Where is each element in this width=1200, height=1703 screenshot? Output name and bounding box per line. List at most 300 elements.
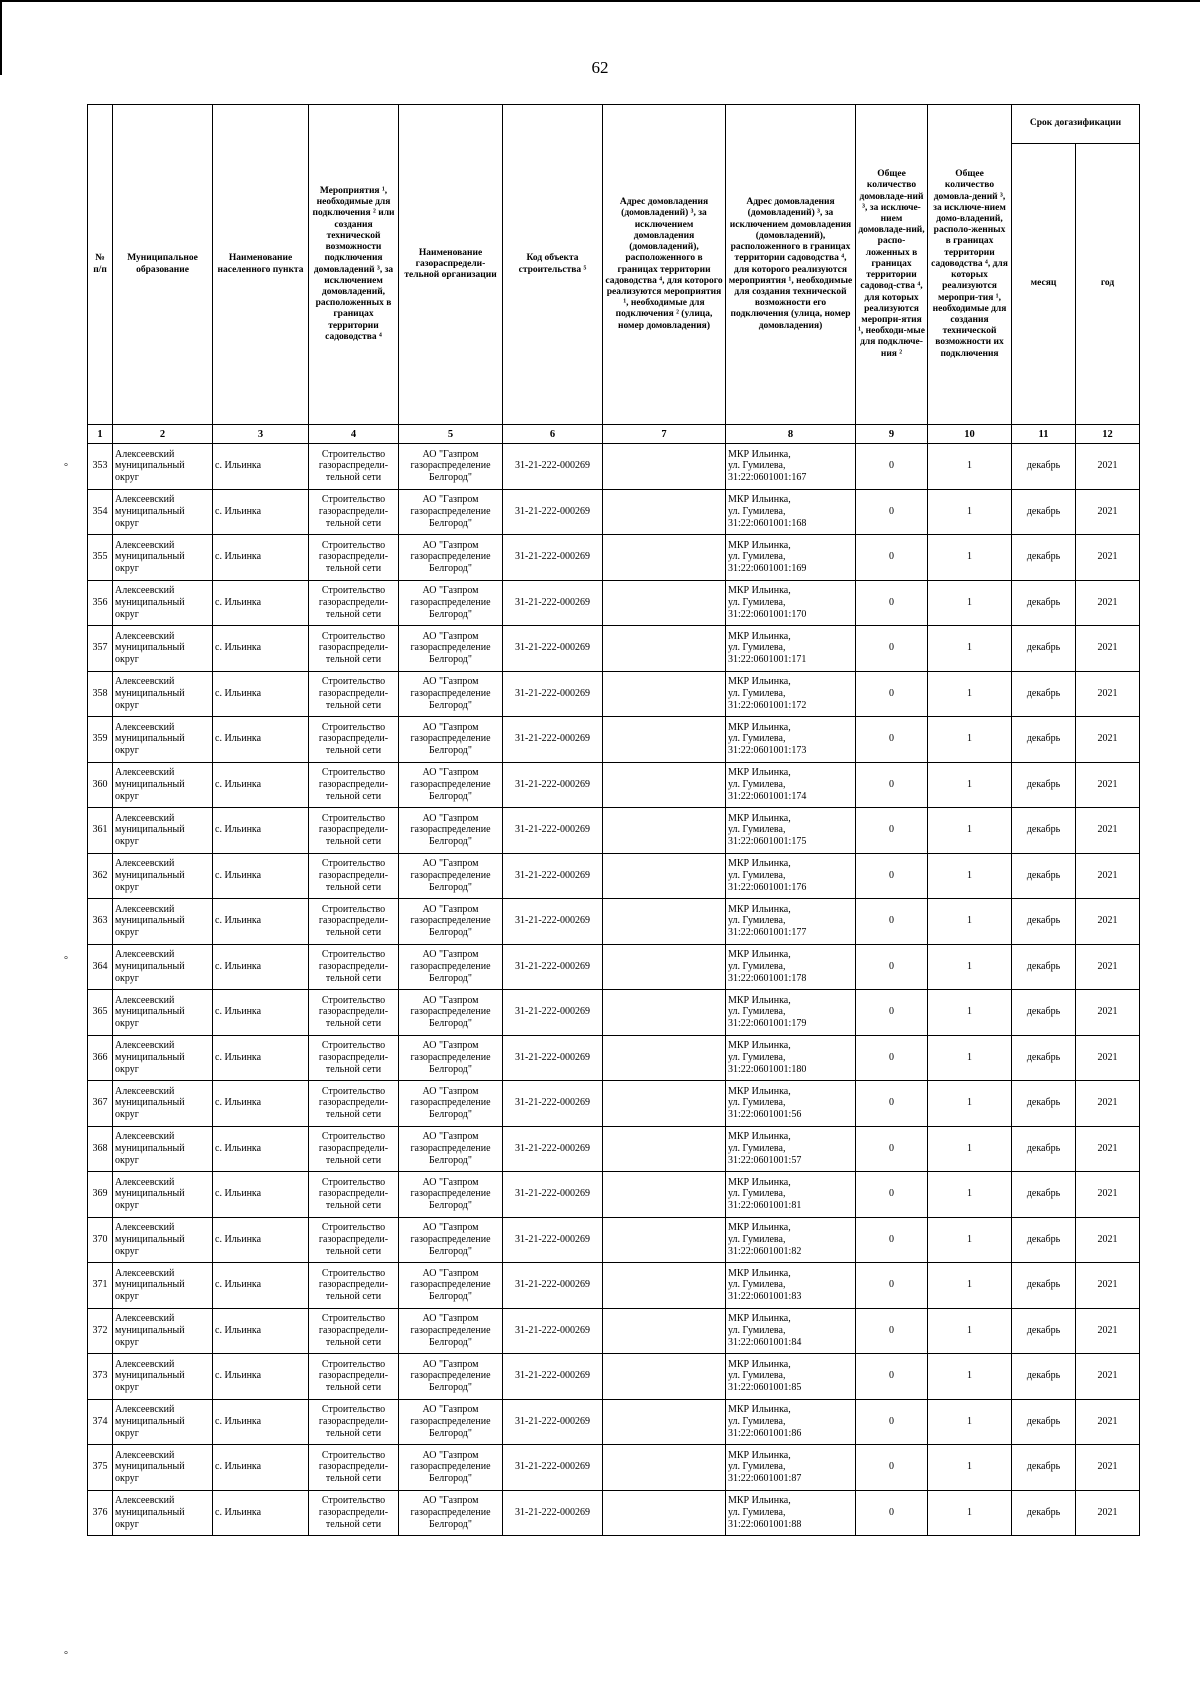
top-border-line: [0, 0, 1200, 2]
address-technical-cell-line: ул. Гумилева,: [728, 642, 786, 654]
measure-cell: [309, 1263, 399, 1309]
address-technical-cell: [726, 535, 856, 581]
address-technical-cell-line: МКР Ильинка,: [728, 1085, 791, 1097]
municipality-cell-line: муниципальный: [115, 1324, 185, 1336]
address-connection-cell: [603, 489, 726, 535]
year-cell-line: 2021: [1097, 1188, 1118, 1200]
month-cell-line: декабрь: [1026, 687, 1061, 699]
settlement-cell-line: с. Ильинка: [215, 869, 262, 881]
row-number-line: 361: [92, 824, 108, 836]
municipality-cell-line: округ: [115, 1200, 139, 1212]
count-technical-cell-line: 1: [967, 1279, 972, 1291]
month-cell: [1012, 626, 1076, 672]
settlement-cell-line: с. Ильинка: [215, 1415, 262, 1427]
address-technical-cell: [726, 762, 856, 808]
measure-cell-line: Строительство: [321, 1040, 386, 1052]
month-cell-line: декабрь: [1026, 1233, 1061, 1245]
organization-cell-line: газораспределение: [410, 460, 491, 472]
municipality-cell-line: Алексеевский: [115, 1040, 175, 1052]
row-number-line: 371: [92, 1279, 108, 1291]
address-technical-cell-line: 31:22:0601001:175: [728, 836, 807, 848]
month-cell-line: декабрь: [1026, 778, 1061, 790]
month-cell: [1012, 1081, 1076, 1127]
address-technical-cell-line: МКР Ильинка,: [728, 1404, 791, 1416]
address-technical-cell: [726, 990, 856, 1036]
column-number: 5: [399, 425, 503, 444]
row-number: [88, 1399, 113, 1445]
municipality-cell-line: Алексеевский: [115, 1176, 175, 1188]
settlement-cell-line: с. Ильинка: [215, 642, 262, 654]
organization-cell-line: Белгород": [429, 1382, 472, 1394]
year-cell: [1076, 1217, 1140, 1263]
measure-cell: [309, 762, 399, 808]
address-technical-cell: [726, 1445, 856, 1491]
row-number-line: 353: [92, 460, 108, 472]
measure-cell-line: тельной сети: [325, 1427, 382, 1439]
municipality-cell-line: округ: [115, 836, 139, 848]
month-cell: [1012, 944, 1076, 990]
address-technical-cell-line: 31:22:0601001:84: [728, 1336, 802, 1348]
count-technical-cell-line: 1: [967, 1506, 972, 1518]
address-technical-cell: [726, 717, 856, 763]
settlement-cell: [213, 489, 309, 535]
count-connection-cell-line: 0: [889, 642, 894, 654]
organization-cell-line: газораспределение: [410, 551, 491, 563]
municipality-cell-line: муниципальный: [115, 960, 185, 972]
month-cell: [1012, 1217, 1076, 1263]
count-technical-cell-line: 1: [967, 1324, 972, 1336]
address-connection-cell: [603, 853, 726, 899]
header-address-technical: Адрес домовладения (домовладений) ³, за исключением домовладения (домовладений), расположенного в границах территории садоводства ⁴, для которого реализуются мероприятия ¹, необходимые для создания технической возможности его подключения (улица, номер домовладения): [726, 105, 856, 425]
measure-cell-line: тельной сети: [325, 1018, 382, 1030]
object-code-cell: [503, 626, 603, 672]
row-number-line: 376: [92, 1506, 108, 1518]
table-body: [88, 444, 1140, 1536]
municipality-cell-line: Алексеевский: [115, 1404, 175, 1416]
municipality-cell-line: округ: [115, 1382, 139, 1394]
row-number: [88, 944, 113, 990]
count-technical-cell: [928, 1308, 1012, 1354]
table-row: [88, 444, 1140, 490]
count-technical-cell: [928, 580, 1012, 626]
month-cell: [1012, 990, 1076, 1036]
year-cell: [1076, 1081, 1140, 1127]
measure-cell: [309, 1445, 399, 1491]
header-row: [88, 105, 1140, 144]
count-technical-cell: [928, 1126, 1012, 1172]
settlement-cell: [213, 671, 309, 717]
municipality-cell: [113, 990, 213, 1036]
municipality-cell: [113, 717, 213, 763]
year-cell-line: 2021: [1097, 960, 1118, 972]
address-technical-cell: [726, 1126, 856, 1172]
measure-cell-line: газораспредели-: [318, 596, 389, 608]
table-row: [88, 1263, 1140, 1309]
month-cell-line: декабрь: [1026, 1370, 1061, 1382]
count-connection-cell: [856, 535, 928, 581]
measure-cell-line: газораспредели-: [318, 551, 389, 563]
address-technical-cell-line: 31:22:0601001:168: [728, 517, 807, 529]
address-technical-cell-line: 31:22:0601001:177: [728, 927, 807, 939]
municipality-cell-line: муниципальный: [115, 733, 185, 745]
organization-cell-line: газораспределение: [410, 1324, 491, 1336]
year-cell: [1076, 444, 1140, 490]
year-cell-line: 2021: [1097, 1097, 1118, 1109]
month-cell: [1012, 1399, 1076, 1445]
organization-cell-line: АО "Газпром: [422, 903, 479, 915]
municipality-cell-line: округ: [115, 1109, 139, 1121]
address-technical-cell-line: МКР Ильинка,: [728, 1313, 791, 1325]
address-technical-cell-line: МКР Ильинка,: [728, 1267, 791, 1279]
measure-cell: [309, 580, 399, 626]
row-number-line: 373: [92, 1370, 108, 1382]
measure-cell-line: газораспредели-: [318, 1461, 389, 1473]
row-number-line: 368: [92, 1142, 108, 1154]
object-code-cell: [503, 1035, 603, 1081]
municipality-cell-line: округ: [115, 1336, 139, 1348]
address-technical-cell-line: ул. Гумилева,: [728, 1370, 786, 1382]
organization-cell-line: АО "Газпром: [422, 994, 479, 1006]
month-cell: [1012, 1035, 1076, 1081]
organization-cell-line: Белгород": [429, 608, 472, 620]
organization-cell-line: АО "Газпром: [422, 585, 479, 597]
municipality-cell-line: муниципальный: [115, 869, 185, 881]
year-cell: [1076, 1035, 1140, 1081]
column-number: 7: [603, 425, 726, 444]
header-organization: Наименование газораспредели-тельной организации: [399, 105, 503, 425]
municipality-cell-line: Алексеевский: [115, 994, 175, 1006]
measure-cell-line: газораспредели-: [318, 1006, 389, 1018]
header-number: № п/п: [88, 105, 113, 425]
organization-cell-line: газораспределение: [410, 1006, 491, 1018]
year-cell: [1076, 1445, 1140, 1491]
municipality-cell-line: муниципальный: [115, 1461, 185, 1473]
municipality-cell: [113, 671, 213, 717]
organization-cell-line: газораспределение: [410, 1506, 491, 1518]
measure-cell: [309, 671, 399, 717]
count-connection-cell: [856, 808, 928, 854]
municipality-cell: [113, 626, 213, 672]
organization-cell-line: АО "Газпром: [422, 812, 479, 824]
address-connection-cell: [603, 808, 726, 854]
address-technical-cell-line: ул. Гумилева,: [728, 1233, 786, 1245]
year-cell-line: 2021: [1097, 824, 1118, 836]
organization-cell-line: Белгород": [429, 699, 472, 711]
count-technical-cell-line: 1: [967, 733, 972, 745]
column-number: 6: [503, 425, 603, 444]
organization-cell-line: газораспределение: [410, 596, 491, 608]
measure-cell-line: Строительство: [321, 1085, 386, 1097]
settlement-cell: [213, 990, 309, 1036]
municipality-cell-line: Алексеевский: [115, 1085, 175, 1097]
year-cell-line: 2021: [1097, 1233, 1118, 1245]
measure-cell-line: газораспредели-: [318, 915, 389, 927]
municipality-cell: [113, 580, 213, 626]
measure-cell: [309, 1126, 399, 1172]
object-code-cell-line: 31-21-222-000269: [515, 1097, 590, 1109]
address-technical-cell-line: 31:22:0601001:56: [728, 1109, 802, 1121]
address-technical-cell-line: 31:22:0601001:172: [728, 699, 807, 711]
organization-cell: [399, 1354, 503, 1400]
table-row: [88, 1081, 1140, 1127]
measure-cell: [309, 1308, 399, 1354]
row-number-line: 372: [92, 1324, 108, 1336]
address-technical-cell-line: МКР Ильинка,: [728, 1176, 791, 1188]
organization-cell: [399, 1263, 503, 1309]
object-code-cell-line: 31-21-222-000269: [515, 1415, 590, 1427]
measure-cell-line: газораспредели-: [318, 1279, 389, 1291]
table-row: [88, 1308, 1140, 1354]
address-technical-cell-line: МКР Ильинка,: [728, 858, 791, 870]
year-cell-line: 2021: [1097, 915, 1118, 927]
object-code-cell-line: 31-21-222-000269: [515, 687, 590, 699]
address-connection-cell: [603, 1445, 726, 1491]
count-connection-cell: [856, 580, 928, 626]
row-number: [88, 626, 113, 672]
measure-cell: [309, 1354, 399, 1400]
measure-cell-line: Строительство: [321, 1222, 386, 1234]
municipality-cell-line: муниципальный: [115, 915, 185, 927]
count-connection-cell-line: 0: [889, 1097, 894, 1109]
measure-cell-line: тельной сети: [325, 517, 382, 529]
header-month: месяц: [1012, 144, 1076, 425]
settlement-cell: [213, 1126, 309, 1172]
settlement-cell-line: с. Ильинка: [215, 1188, 262, 1200]
municipality-cell-line: округ: [115, 563, 139, 575]
month-cell: [1012, 444, 1076, 490]
header-measures: Мероприятия ¹, необходимые для подключения ² или создания технической возможности подключения домовладений ³, за исключением домовладений, расположенных в границах территории садоводства ⁴: [309, 105, 399, 425]
column-number: 9: [856, 425, 928, 444]
month-cell-line: декабрь: [1026, 733, 1061, 745]
address-technical-cell-line: ул. Гумилева,: [728, 778, 786, 790]
table-row: [88, 671, 1140, 717]
count-connection-cell-line: 0: [889, 460, 894, 472]
address-technical-cell-line: ул. Гумилева,: [728, 1188, 786, 1200]
count-connection-cell: [856, 1354, 928, 1400]
object-code-cell-line: 31-21-222-000269: [515, 733, 590, 745]
organization-cell: [399, 671, 503, 717]
count-connection-cell-line: 0: [889, 505, 894, 517]
municipality-cell: [113, 1490, 213, 1536]
row-number-line: 366: [92, 1051, 108, 1063]
count-connection-cell-line: 0: [889, 551, 894, 563]
organization-cell-line: АО "Газпром: [422, 1040, 479, 1052]
organization-cell-line: Белгород": [429, 1427, 472, 1439]
address-technical-cell: [726, 1354, 856, 1400]
object-code-cell: [503, 1081, 603, 1127]
row-number-line: 369: [92, 1188, 108, 1200]
object-code-cell: [503, 1126, 603, 1172]
month-cell: [1012, 1354, 1076, 1400]
year-cell-line: 2021: [1097, 1142, 1118, 1154]
column-number: 2: [113, 425, 213, 444]
month-cell: [1012, 1126, 1076, 1172]
municipality-cell: [113, 1445, 213, 1491]
page-number: 62: [591, 58, 609, 77]
month-cell: [1012, 489, 1076, 535]
address-technical-cell-line: 31:22:0601001:167: [728, 472, 807, 484]
municipality-cell-line: Алексеевский: [115, 1131, 175, 1143]
measure-cell-line: тельной сети: [325, 1473, 382, 1485]
month-cell: [1012, 1263, 1076, 1309]
municipality-cell: [113, 1263, 213, 1309]
organization-cell-line: АО "Газпром: [422, 494, 479, 506]
year-cell: [1076, 1126, 1140, 1172]
count-connection-cell: [856, 1308, 928, 1354]
object-code-cell: [503, 1445, 603, 1491]
header-settlement: Наименование населенного пункта: [213, 105, 309, 425]
object-code-cell-line: 31-21-222-000269: [515, 1370, 590, 1382]
header-address-connection: Адрес домовладения (домовладений) ³, за исключением домовладения (домовладений), расположенного в границах территории садоводства ⁴, для которого реализуются мероприятия ¹, необходимые для подключения ² (улица, номер домовладения): [603, 105, 726, 425]
municipality-cell-line: округ: [115, 927, 139, 939]
municipality-cell: [113, 444, 213, 490]
measure-cell-line: газораспредели-: [318, 1142, 389, 1154]
address-connection-cell: [603, 1263, 726, 1309]
table-row: [88, 808, 1140, 854]
count-connection-cell-line: 0: [889, 596, 894, 608]
year-cell-line: 2021: [1097, 1415, 1118, 1427]
measure-cell: [309, 1217, 399, 1263]
object-code-cell-line: 31-21-222-000269: [515, 505, 590, 517]
count-connection-cell-line: 0: [889, 915, 894, 927]
year-cell: [1076, 762, 1140, 808]
address-technical-cell-line: 31:22:0601001:174: [728, 790, 807, 802]
municipality-cell-line: округ: [115, 472, 139, 484]
organization-cell: [399, 580, 503, 626]
month-cell-line: декабрь: [1026, 1051, 1061, 1063]
row-number: [88, 1445, 113, 1491]
count-connection-cell-line: 0: [889, 778, 894, 790]
count-technical-cell: [928, 1490, 1012, 1536]
count-technical-cell: [928, 1354, 1012, 1400]
header-object-code: Код объекта строительства ⁵: [503, 105, 603, 425]
month-cell: [1012, 671, 1076, 717]
row-number: [88, 1035, 113, 1081]
count-technical-cell-line: 1: [967, 551, 972, 563]
address-connection-cell: [603, 535, 726, 581]
municipality-cell: [113, 899, 213, 945]
address-technical-cell-line: МКР Ильинка,: [728, 1222, 791, 1234]
address-technical-cell: [726, 853, 856, 899]
address-technical-cell-line: 31:22:0601001:82: [728, 1245, 802, 1257]
count-technical-cell: [928, 1399, 1012, 1445]
measure-cell-line: тельной сети: [325, 836, 382, 848]
settlement-cell: [213, 580, 309, 626]
count-technical-cell: [928, 808, 1012, 854]
object-code-cell-line: 31-21-222-000269: [515, 778, 590, 790]
month-cell-line: декабрь: [1026, 824, 1061, 836]
settlement-cell: [213, 1490, 309, 1536]
measure-cell: [309, 1035, 399, 1081]
municipality-cell: [113, 1217, 213, 1263]
measure-cell-line: тельной сети: [325, 1245, 382, 1257]
measure-cell-line: газораспредели-: [318, 1415, 389, 1427]
measure-cell-line: Строительство: [321, 1176, 386, 1188]
object-code-cell-line: 31-21-222-000269: [515, 1461, 590, 1473]
measure-cell-line: газораспредели-: [318, 869, 389, 881]
organization-cell-line: АО "Газпром: [422, 1358, 479, 1370]
measure-cell-line: тельной сети: [325, 1109, 382, 1121]
object-code-cell: [503, 1263, 603, 1309]
settlement-cell-line: с. Ильинка: [215, 733, 262, 745]
year-cell-line: 2021: [1097, 551, 1118, 563]
column-number: 4: [309, 425, 399, 444]
measure-cell-line: газораспредели-: [318, 1370, 389, 1382]
object-code-cell-line: 31-21-222-000269: [515, 1051, 590, 1063]
margin-mark: °: [64, 1650, 68, 1661]
settlement-cell: [213, 762, 309, 808]
header-year: год: [1076, 144, 1140, 425]
organization-cell-line: АО "Газпром: [422, 676, 479, 688]
address-technical-cell-line: 31:22:0601001:169: [728, 563, 807, 575]
settlement-cell: [213, 444, 309, 490]
count-technical-cell: [928, 1445, 1012, 1491]
count-connection-cell: [856, 762, 928, 808]
measure-cell-line: тельной сети: [325, 472, 382, 484]
settlement-cell: [213, 1399, 309, 1445]
measure-cell-line: тельной сети: [325, 699, 382, 711]
measure-cell-line: тельной сети: [325, 608, 382, 620]
organization-cell-line: Белгород": [429, 1245, 472, 1257]
address-connection-cell: [603, 580, 726, 626]
address-technical-cell-line: ул. Гумилева,: [728, 960, 786, 972]
object-code-cell-line: 31-21-222-000269: [515, 824, 590, 836]
settlement-cell-line: с. Ильинка: [215, 778, 262, 790]
count-connection-cell: [856, 1172, 928, 1218]
year-cell-line: 2021: [1097, 1461, 1118, 1473]
count-technical-cell-line: 1: [967, 687, 972, 699]
municipality-cell-line: муниципальный: [115, 1233, 185, 1245]
organization-cell-line: Белгород": [429, 517, 472, 529]
address-technical-cell-line: 31:22:0601001:171: [728, 654, 807, 666]
address-technical-cell-line: МКР Ильинка,: [728, 767, 791, 779]
year-cell-line: 2021: [1097, 1006, 1118, 1018]
organization-cell-line: АО "Газпром: [422, 1222, 479, 1234]
table-row: [88, 717, 1140, 763]
year-cell-line: 2021: [1097, 596, 1118, 608]
municipality-cell-line: муниципальный: [115, 778, 185, 790]
organization-cell-line: газораспределение: [410, 1097, 491, 1109]
count-connection-cell-line: 0: [889, 1324, 894, 1336]
measure-cell-line: Строительство: [321, 1449, 386, 1461]
month-cell-line: декабрь: [1026, 1324, 1061, 1336]
address-technical-cell-line: 31:22:0601001:178: [728, 972, 807, 984]
measure-cell-line: Строительство: [321, 903, 386, 915]
year-cell: [1076, 1308, 1140, 1354]
year-cell-line: 2021: [1097, 642, 1118, 654]
count-technical-cell: [928, 853, 1012, 899]
count-connection-cell-line: 0: [889, 1506, 894, 1518]
measure-cell-line: Строительство: [321, 539, 386, 551]
measure-cell-line: Строительство: [321, 1267, 386, 1279]
organization-cell: [399, 853, 503, 899]
organization-cell-line: газораспределение: [410, 1142, 491, 1154]
address-connection-cell: [603, 899, 726, 945]
count-technical-cell-line: 1: [967, 460, 972, 472]
measure-cell: [309, 1172, 399, 1218]
address-technical-cell-line: МКР Ильинка,: [728, 1040, 791, 1052]
municipality-cell: [113, 1172, 213, 1218]
municipality-cell-line: муниципальный: [115, 1415, 185, 1427]
municipality-cell: [113, 1035, 213, 1081]
address-technical-cell: [726, 1172, 856, 1218]
organization-cell: [399, 717, 503, 763]
organization-cell: [399, 899, 503, 945]
count-technical-cell-line: 1: [967, 642, 972, 654]
measure-cell: [309, 717, 399, 763]
count-technical-cell: [928, 626, 1012, 672]
organization-cell: [399, 444, 503, 490]
